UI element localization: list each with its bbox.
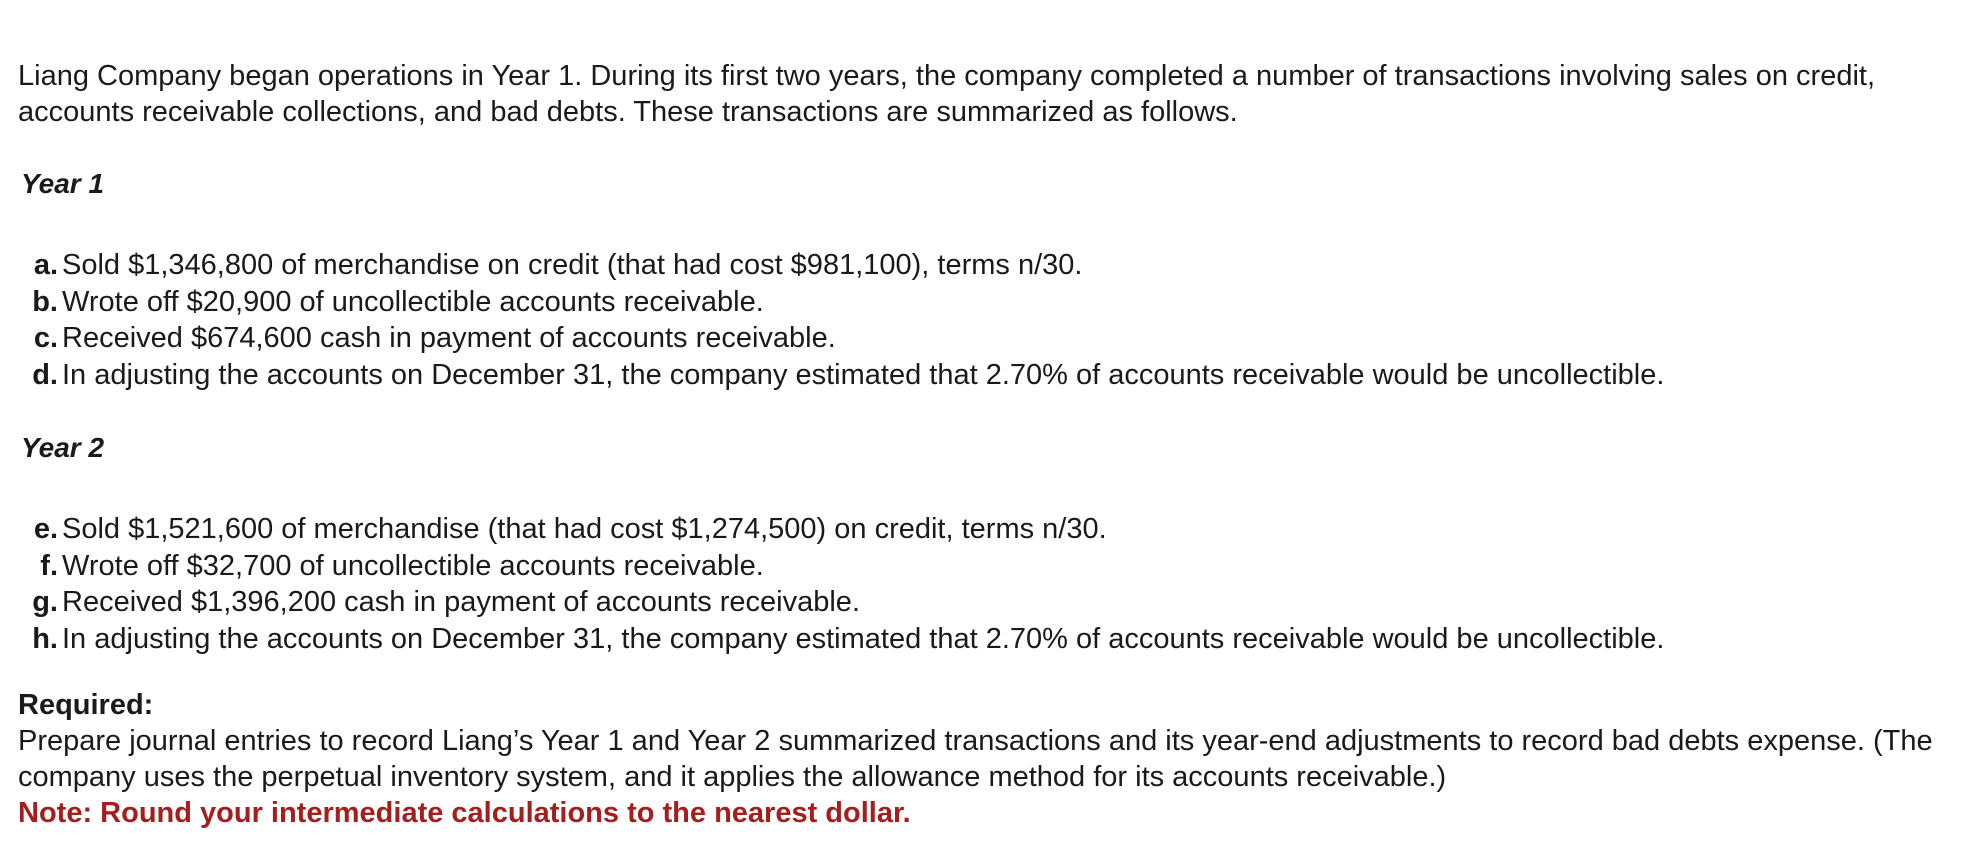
transaction-text: Received $1,396,200 cash in payment of accounts receivable. (62, 586, 860, 618)
transaction-d (18, 357, 1958, 394)
transaction-letter: e. (33, 513, 58, 545)
transaction-text: Wrote off $20,900 of uncollectible accounts receivable. (62, 285, 764, 318)
transaction-letter: g. (32, 586, 58, 618)
transaction-letter: f. (40, 549, 58, 582)
transaction-letter: a. (33, 249, 58, 281)
transaction-letter: c. (33, 322, 58, 354)
intro-paragraph: Liang Company began operations in Year 1. During its first two years, the company completed a number of transactions involving sales on credit, accounts receivable collections, and bad debts. These transactions are summarized as follows. (18, 60, 1876, 128)
transaction-text: Sold $1,521,600 of merchandise (that had cost $1,274,500) on credit, terms n/30. (62, 513, 1107, 545)
transaction-text: Received $674,600 cash in payment of accounts receivable. (62, 322, 836, 354)
year1-heading: Year 1 (21, 168, 105, 199)
transaction-letter: h. (32, 622, 58, 655)
transaction-e (18, 511, 1958, 548)
transaction-h (18, 621, 1958, 658)
transaction-c (18, 320, 1958, 357)
year2-transaction-list (18, 511, 1958, 657)
transaction-text: In adjusting the accounts on December 31, the company estimated that 2.70% of accounts receivable would be uncollectible. (62, 622, 1665, 655)
year1-transaction-list (18, 247, 1958, 393)
transaction-letter: b. (32, 285, 58, 318)
transaction-text: Sold $1,346,800 of merchandise on credit (that had cost $981,100), terms n/30. (62, 249, 1083, 281)
transaction-text: Wrote off $32,700 of uncollectible accounts receivable. (62, 549, 764, 582)
rounding-note: Note: Round your intermediate calculations to the nearest dollar. (18, 797, 911, 829)
transaction-a (18, 247, 1958, 284)
required-instructions: Prepare journal entries to record Liang’s Year 1 and Year 2 summarized transactions and its year-end adjustments to record bad debts expense. (The company uses the perpetual inventory system, and it applies the allowance method for its accounts receivable.) (18, 725, 1933, 793)
transaction-text: In adjusting the accounts on December 31, the company estimated that 2.70% of accounts receivable would be uncollectible. (62, 358, 1665, 391)
transaction-g (18, 584, 1958, 621)
transaction-f (18, 548, 1958, 585)
transaction-b (18, 284, 1958, 321)
required-label: Required: (18, 689, 154, 721)
year2-heading: Year 2 (21, 432, 105, 463)
transaction-letter: d. (32, 358, 58, 391)
problem-statement (18, 58, 1958, 831)
